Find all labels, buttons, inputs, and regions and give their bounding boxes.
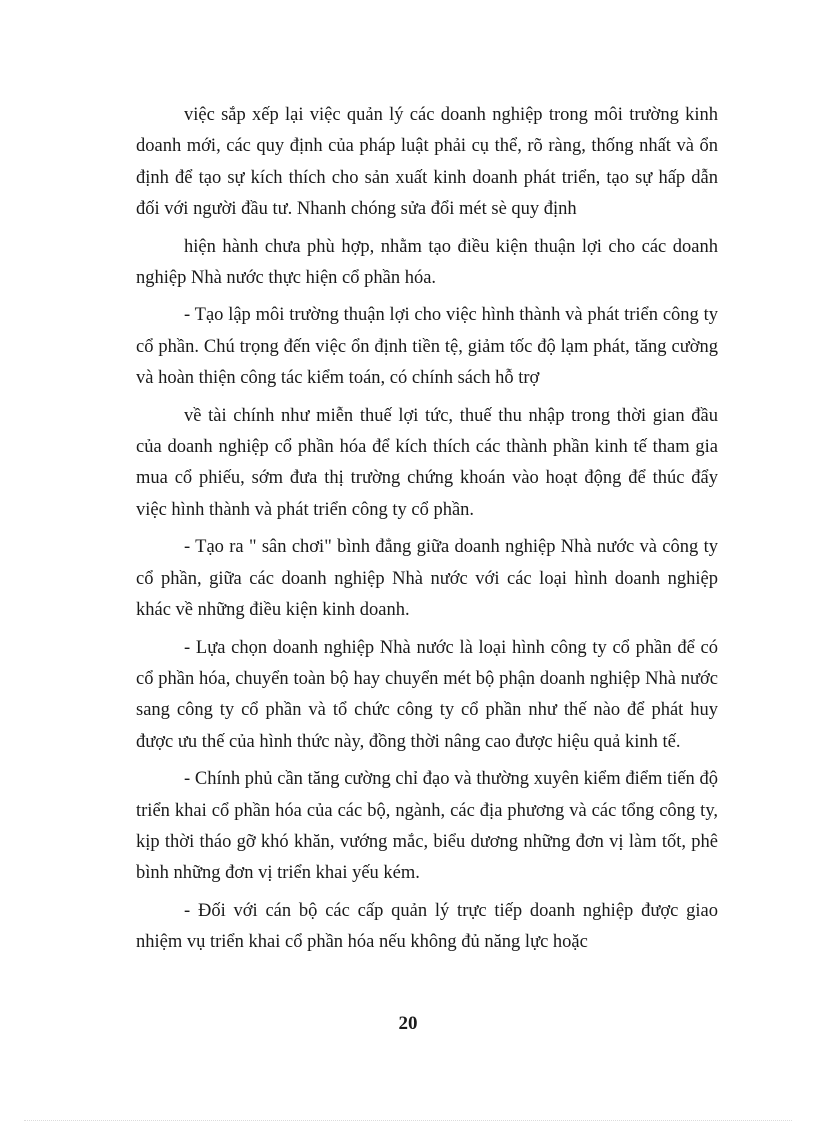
paragraph-4: về tài chính như miễn thuế lợi tức, thuế thu nhập trong thời gian đầu của doanh nghiệp cổ phần hóa để kích thích các thành phần kinh tế tham gia mua cổ phiếu, sớm đưa thị trường chứng khoán vào hoạt động để thúc đẩy việc hình thành và phát triển công ty cổ phần. — [136, 405, 718, 520]
page-bottom-divider — [24, 1120, 792, 1121]
paragraph-8: - Đối với cán bộ các cấp quản lý trực tiếp doanh nghiệp được giao nhiệm vụ triển khai cổ phần hóa nếu không đủ năng lực hoặc — [136, 900, 718, 953]
body-text — [136, 100, 718, 965]
paragraph-7: - Chính phủ cần tăng cường chỉ đạo và thường xuyên kiểm điểm tiến độ triển khai cổ phần hóa của các bộ, ngành, các địa phương và các tổng công ty, kịp thời tháo gỡ khó khăn, vướng mắc, biểu dương những đơn vị làm tốt, phê bình những đơn vị triển khai yếu kém. — [136, 769, 718, 884]
page-number: 20 — [398, 1013, 418, 1034]
paragraph-1: việc sắp xếp lại việc quản lý các doanh nghiệp trong môi trường kinh doanh mới, các quy định của pháp luật phải cụ thể, rõ ràng, thống nhất và ổn định để tạo sự kích thích cho sản xuất kinh doanh phát triển, tạo sự hấp dẫn đối với người đầu tư. Nhanh chóng sửa đổi mét sè quy định — [136, 105, 718, 220]
paragraph-5: - Tạo ra " sân chơi" bình đẳng giữa doanh nghiệp Nhà nước và công ty cổ phần, giữa các doanh nghiệp Nhà nước với các loại hình doanh nghiệp khác về những điều kiện kinh doanh. — [136, 537, 718, 621]
paragraph-3: - Tạo lập môi trường thuận lợi cho việc hình thành và phát triển công ty cổ phần. Chú trọng đến việc ổn định tiền tệ, giảm tốc độ lạm phát, tăng cường và hoàn thiện công tác kiểm toán, có chính sách hỗ trợ — [136, 305, 718, 389]
paragraph-2: hiện hành chưa phù hợp, nhằm tạo điều kiện thuận lợi cho các doanh nghiệp Nhà nước thực hiện cổ phần hóa. — [136, 236, 718, 289]
paragraph-6: - Lựa chọn doanh nghiệp Nhà nước là loại hình công ty cổ phần để có cổ phần hóa, chuyển toàn bộ hay chuyển mét bộ phận doanh nghiệp Nhà nước sang công ty cổ phần và tổ chức công ty cổ phần như thế nào để phát huy được ưu thế của hình thức này, đồng thời nâng cao được hiệu quả kinh tế. — [136, 637, 718, 752]
